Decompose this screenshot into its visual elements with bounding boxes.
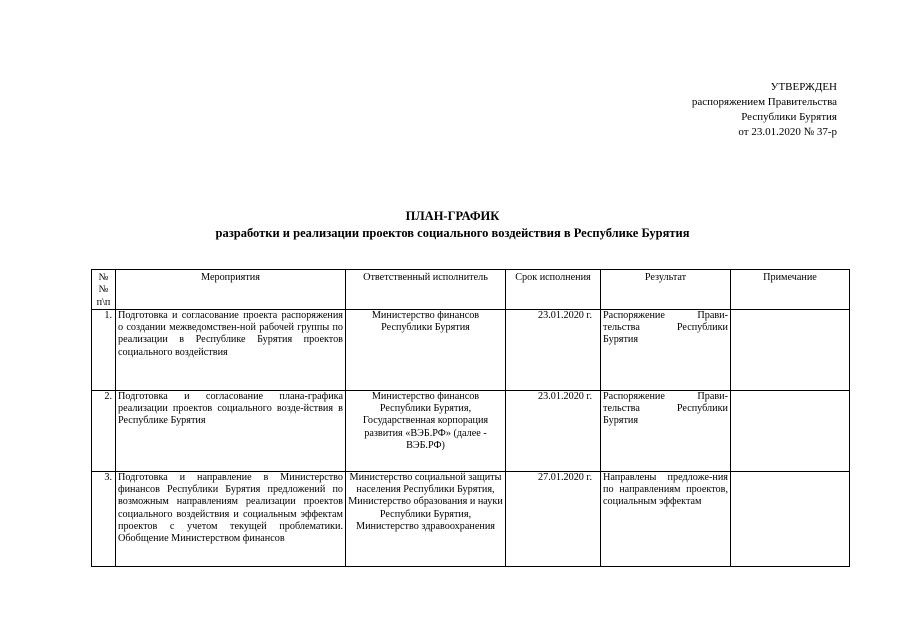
cell-note: [731, 390, 850, 471]
table-row: [92, 309, 850, 390]
header-event: Мероприятия: [116, 270, 346, 310]
cell-executor: Министерство финансов Республики Бурятия: [346, 309, 506, 390]
cell-executor: Министерство финансов Республики Бурятия, Государственная корпорация развития «ВЭБ.РФ» (далее - ВЭБ.РФ): [346, 390, 506, 471]
cell-num: 3.: [92, 471, 116, 566]
cell-deadline: 27.01.2020 г.: [506, 471, 601, 566]
cell-note: [731, 471, 850, 566]
header-num: №№ п\п: [92, 270, 116, 310]
approval-heading: УТВЕРЖДЕН: [770, 81, 837, 93]
table-header-row: [92, 270, 850, 310]
cell-result: Направлены предложе-ния по направлениям проектов, социальным эффектам: [601, 471, 731, 566]
approval-line-republic: Республики Бурятия: [741, 111, 837, 123]
header-note: Примечание: [731, 270, 850, 310]
cell-deadline: 23.01.2020 г.: [506, 390, 601, 471]
header-executor: Ответственный исполнитель: [346, 270, 506, 310]
header-deadline: Срок исполнения: [506, 270, 601, 310]
cell-deadline: 23.01.2020 г.: [506, 309, 601, 390]
document-subtitle: разработки и реализации проектов социального воздействия в Республике Бурятия: [215, 226, 690, 240]
cell-event: Подготовка и согласование проекта распоряжения о создании межведомствен-ной рабочей группы по реализации в Республике Бурятия проектов социального воздействия: [116, 309, 346, 390]
cell-num: 2.: [92, 390, 116, 471]
cell-event: Подготовка и направление в Министерство финансов Республики Бурятия предложений по возможным направлениям реализации проектов социального воздействия и социальным эффектам проектов с учетом текущей проблематики. Обобщение Министерством финансов: [116, 471, 346, 566]
cell-num: 1.: [92, 309, 116, 390]
approval-line-order: распоряжением Правительства: [691, 96, 837, 108]
document-title: ПЛАН-ГРАФИК: [405, 209, 500, 223]
cell-result: Распоряжение Прави-тельства Республики Бурятия: [601, 390, 731, 471]
cell-result: Распоряжение Прави-тельства Республики Бурятия: [601, 309, 731, 390]
header-result: Результат: [601, 270, 731, 310]
cell-note: [731, 309, 850, 390]
table-row: [92, 390, 850, 471]
table-row: [92, 471, 850, 566]
cell-event: Подготовка и согласование плана-графика реализации проектов социального возде-йствия в Республике Бурятия: [116, 390, 346, 471]
approval-block: [692, 80, 837, 140]
cell-executor: Министерство социальной защиты населения Республики Бурятия, Министерство образования и науки Республики Бурятия, Министерство здравоохранения: [346, 471, 506, 566]
approval-line-date: от 23.01.2020 № 37-р: [738, 126, 837, 138]
plan-table: [91, 269, 850, 567]
